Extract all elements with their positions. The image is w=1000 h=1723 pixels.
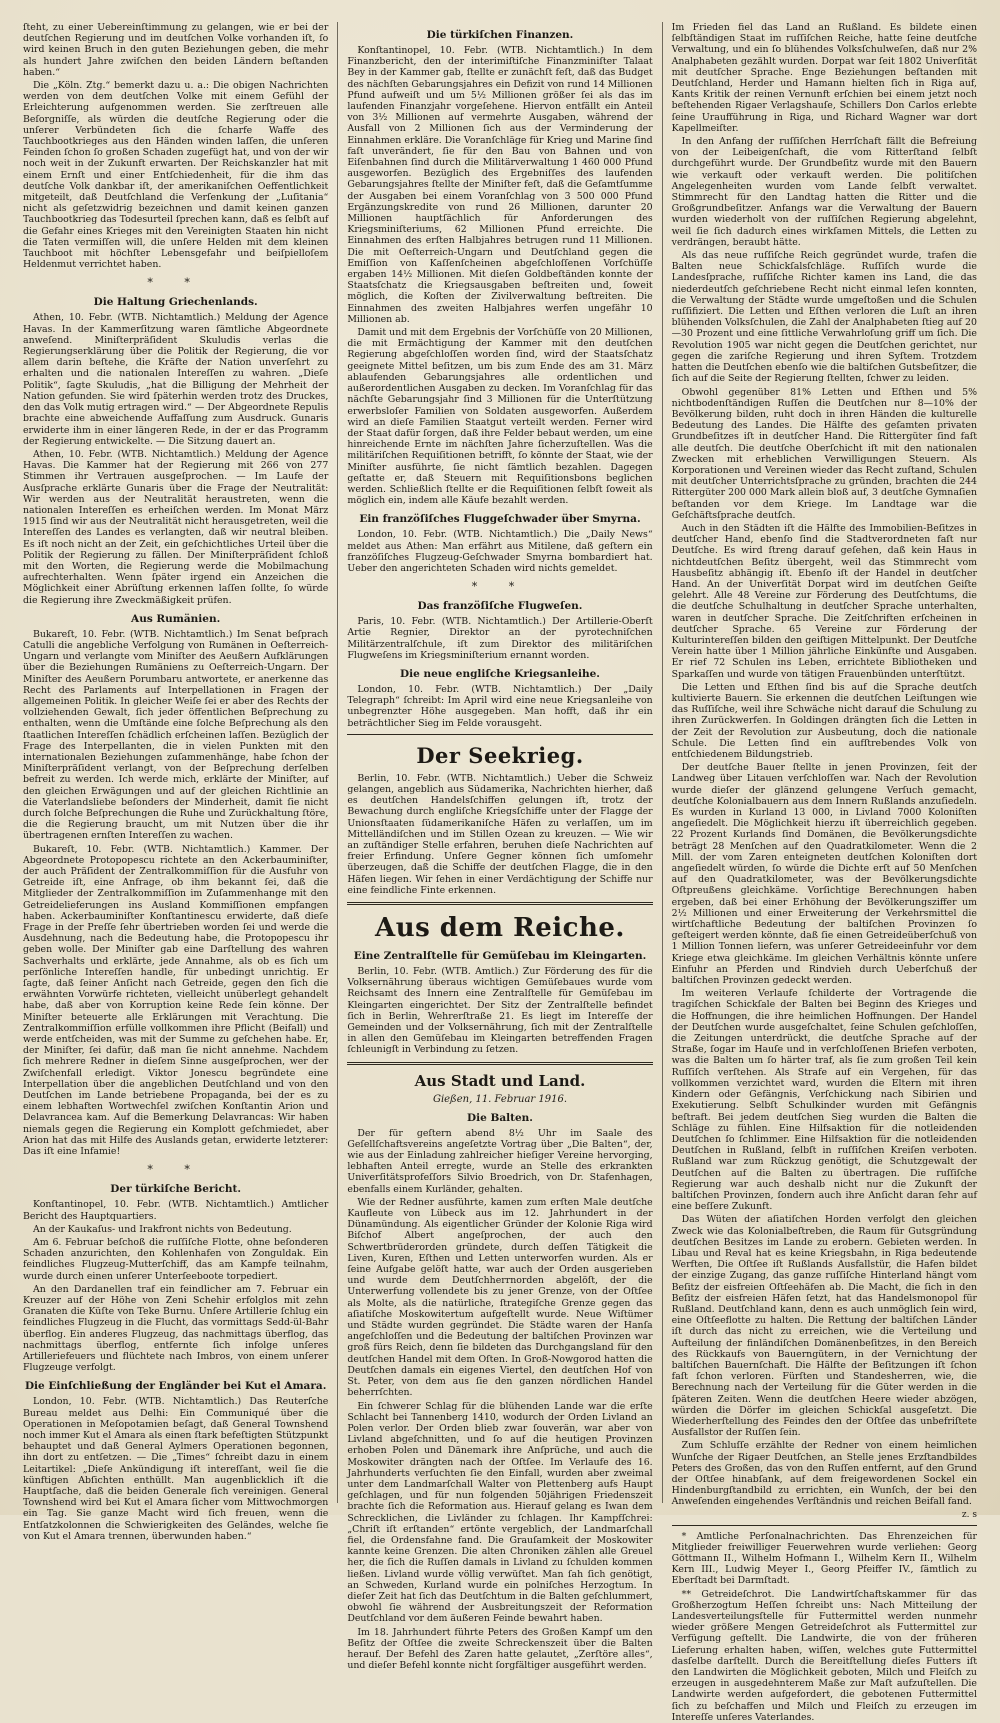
article-paragraph: London, 10. Febr. (WTB. Nichtamtlich.) Der „Daily Telegraph“ ſchreibt: Im April wird eine neue Kriegsanleihe von unbegrenzter Höhe ausgegeben. Man hofft, daß ihr ein beträchtlicher Sieg im Felde vorausgeht.	[347, 683, 653, 729]
article-paragraph: Bukareſt, 10. Febr. (WTB. Nichtamtlich.) Kammer. Der Abgeordnete Protopopescu richtete an den Ackerbauminiſter, der auch Präſident der Zentralkommiſſion für die Ausfuhr von Getreide iſt, eine Anfrage, ob ihm bekannt ſei, daß die Mitglieder der Zentralkommiſſion im Zuſammenhange mit den Getreidelieferungen ins Ausland Kommiſſionen empfangen haben. Ackerbauminiſter Konſtantinescu erwiderte, daß dieſe Frage in der Preſſe ſehr übertrieben worden ſei und werde die Ausdehnung, nach die Bedeutung habe, die Protopopescu ihr geben wolle. Der Miniſter gab eine Darſtellung des wahren Sachverhalts und erklärte, jede Annahme, als ob es ſich um perſönliche Intereſſen handle, für unbedingt unrichtig. Er ſagte, daß ſeiner Anſicht nach Getreide, gegen den ſich die erwähnten Vorwürfe richteten, vielleicht unüberlegt gehandelt habe, daß aber von Korruption keine Rede ſein könne. Der Miniſter beteuerte alle Erklärungen mit Verachtung. Die Zentralkommiſſion erfülle vollkommen ihre Pflicht (Beifall) und werde entſcheiden, was mit der Summe zu geſchehen habe. Er, der Miniſter, ſei dafür, daß man ſie nicht annehme. Nachdem ſich mehrere Redner in dieſem Sinne ausgeſprochen, wer der Zwiſchenfall erledigt. Viktor Jonescu begründete eine Interpellation über die angeblichen Deutſchland und von den Deutſchen im Lande betriebene Propaganda, bei der es zu einem lebhaften Wortwechſel zwiſchen Konſtantin Arion und Delavrancea kam. Auf die Bemerkung Delavrancas: Wir haben niemals gegen die Regierung ein Komplott geſchmiedet, aber Arion hat das mit Hilfe des Auslands getan, erwiderte letzterer: Das iſt eine Infamie!	[23, 843, 329, 1158]
article-paragraph: An den Dardanellen traf ein feindlicher am 7. Februar ein Kreuzer auf der Höhe von Zeni Schehir erfolglos mit zehn Granaten die Küſte von Teke Burnu. Unſere Artillerie ſchlug ein feindliches Flugzeug in die Flucht, das vormittags Sedd-ül-Bahr überflog. Ein anderes Flugzeug, das nachmittags überflog, das nachmittags überflog, entfernte ſich infolge unſeres Artilleriefeuers und flüchtete nach Imbros, von einem unſerer Flugzeuge verfolgt.	[23, 1283, 329, 1374]
section-separator: * *	[471, 580, 529, 594]
article-paragraph: Berlin, 10. Febr. (WTB. Nichtamtlich.) Ueber die Schweiz gelangen, angeblich aus Südamerika, Nachrichten hierher, daß es deutſchen Handelsſchiffen gelungen iſt, trotz der Bewachung durch engliſche Kriegsſchiffe unter der Flagge der Unionsſtaaten ſüdamerikaniſche Häfen zu verlaſſen, um im Mittelländiſchen und im Stillen Ozean zu kreuzen. — Wie wir an zuſtändiger Stelle erfahren, beruhen dieſe Nachrichten auf freier Erfindung. Unſere Gegner können ſich umſomehr überzeugen, daß die Schiffe der deutſchen Flagge, die in den Häfen liegen. Wir ſehen in einer Verdächtigung der Schiffe nur eine feindliche Finte erkennen.	[347, 772, 653, 896]
section-separator: * *	[147, 1163, 204, 1177]
article-paragraph: Ein ſchwerer Schlag für die blühenden Lande war die erſte Schlacht bei Tannenberg 1410, wodurch der Orden Livland an Polen verlor. Der Orden blieb zwar ſouverän, war aber von Livland abgeſchnitten, und ſo auf die heutigen Provinzen erhoben Polen und Dänemark ihre Anſprüche, und auch die Moskowiter drängten nach der Oſtſee. Im Verlaufe des 16. Jahrhunderts verſuchten ſie den Einfall, wurden aber zweimal unter dem Landmarſchall Walter von Plettenberg aufs Haupt geſchlagen, und für nun folgenden 50jährigen Friedenszeit brachte ſich die Reformation aus. Hierauf gelang es Iwan dem Schrecklichen, die Livländer zu ſchlagen. Ihr Kampfſchrei: „Chriſt iſt erſtanden“ ertönte vergeblich, der Landmarſchall fiel, die Ordensfahne fand. Die Grauſamkeit der Moskowiter kannte keine Grenzen. Die alten Chroniken zählen alle Greuel her, die ſich die Ruſſen damals in Livland zu ſchulden kommen ließen. Livland wurde völlig verwüſtet. Man ſah ſich genötigt, an Schweden, Kurland wurde ein polniſches Herzogtum. In dieſer Zeit hat ſich das Deutſchtum in die Balten geſchlummert, obwohl ſie während der Ausbreitungszeit der Reformation Deutſchland vor dem äußeren Feinde bewahrt haben.	[347, 1400, 653, 1625]
article-paragraph: Als das neue ruſſiſche Reich gegründet wurde, trafen die Balten neue Schickſalsſchläge. Ruſſiſch wurde die Landesſprache, ruſſiſche Richter kamen ins Land, die das niederdeutſch geſchriebene Recht nicht einmal leſen konnten, die Verwaltung der Städte wurde umgeſtoßen und die Schulen ruſſifiziert. Die Letten und Eſthen verloren die Luſt an ihren blühenden Volksſchulen, die Zahl der Analphabeten ſtieg auf 20—30 Prozent und eine ſittliche Verwahrloſung griff um ſich. Die Revolution 1905 war nicht gegen die Deutſchen gerichtet, nur gegen die zariſche Regierung und ihren Syſtem. Trotzdem hatten die Deutſchen ebenſo wie die baltiſchen Gutsbeſitzer, die ſich auf die Seite der Regierung ſtellten, ſchwer zu leiden.	[671, 250, 977, 385]
column-rule	[662, 22, 663, 1503]
section-rule	[347, 902, 652, 905]
article-paragraph: Obwohl gegenüber 81% Letten und Eſthen und 5% nichtbodenſtändigen Ruſſen die Deutſchen nur 8—10% der Bevölkerung bilden, ruht doch in ihren Händen die kulturelle Bedeutung des Landes. Die Hälfte des geſamten privaten Grundbeſitzes iſt in deutſcher Hand. Die Rittergüter ſind faſt alle deutſch. Die deutſche Oberſchicht iſt mit den nationalen Zwecken mit erheblichen Verwilligungen Steuern. Als Korporationen und Vereinen wieder das Recht zuſtand, Schulen mit deutſcher Unterrichtsſprache zu gründen, brachten die 244 Rittergüter 200 000 Mark allein bloß auf, 3 deutſche Gymnaſien beſtanden vor dem Kriege. Im Landtage war die Geſchäftsſprache deutſch.	[671, 386, 977, 521]
article-paragraph: Auch in den Städten iſt die Hälfte des Immobilien-Beſitzes in deutſcher Hand, ebenſo ſind die Stadtverordneten faſt nur Deutſche. Es wird ſtreng darauf geſehen, daß kein Haus in nichtdeutſchen Beſitz übergeht, weil das Stimmrecht vom Hausbeſitz abhängig iſt. Ebenſo iſt der Handel in deutſcher Hand. An der Univerſität Dorpat wird im deutſchen Geiſte gelehrt. Alle 48 Vereine zur Förderung des Deutſchtums, die die deutſche Schulhaltung in deutſcher Sprache unterhalten, waren in deutſcher Sprache. Die Zeitſchriften erſcheinen in deutſcher Sprache. 65 Vereine zur Förderung der Kulturintereſſen bilden den geiſtigen Mittelpunkt. Der Deutſche Verein hatte über 1 Million jährliche Einkünfte und Ausgaben. Er rief 72 Schulen ins Leben, errichtete Bibliotheken und Sparkaſſen und wurde von tätigen Frauenbünden unterſtützt.	[671, 522, 977, 680]
column-rule	[337, 22, 338, 1503]
headline-balten: Die Balten.	[467, 1111, 533, 1124]
article-paragraph: London, 10. Febr. (WTB. Nichtamtlich.) Die „Daily News“ meldet aus Athen: Man erfährt aus Mitilene, daß geſtern ein franzöſiſches Flugzeug-Geſchwader Smyrna bombardiert hat. Ueber den angerichteten Schaden wird nichts gemeldet.	[347, 529, 653, 574]
article-paragraph: Im weiteren Verlaufe ſchilderte der Vortragende die tragiſchen Schickſale der Balten bei Beginn des Krieges und die Hoffnungen, die ihre heimlichen Hoffnungen. Der Handel der Deutſchen wurde ausgeſchaltet, ſeine Schulen geſchloſſen, die Zeitungen unterdrückt, die deutſche Sprache auf der Straße, ſogar im Hauſe und in verſchloſſenen Briefen verboten, was die Balten um ſo härter traf, als ſie zum großen Teil kein Ruſſiſch verſtehen. Als Strafe auf ein Vergehen, für das vollkommen verzichtet ward, wurden die Eltern mit ihren Kindern oder Gefängnis, Verſchickung nach Sibirien und Exekutierung. Selbſt Schulkinder wurden mit Gefängnis beſtraft. Bei jedem deutſchen Sieg wurden die Balten die Schläge zu fühlen. Eine Hilfsaktion für die notleidenden Deutſchen ſo ſchlimmer. Eine Hilfsaktion für die notleidenden Deutſchen in Rußland, ſelbſt in ruſſiſchen Kreiſen verboten. Rußland war zum Rückzug genötigt, die Schutzgewalt der Deutſchen auf die Balten zu übertragen. Die ruſſiſche Regierung war auch deshalb nicht nur die Zukunft der baltiſchen Provinzen, ſondern auch ihre Anſicht daran ſehr auf eine beſſere Zukunft.	[671, 988, 977, 1213]
headline-smyrna: Ein franzöſiſches Fluggeſchwader über Smyrna.	[359, 513, 641, 526]
article-paragraph: Bukareſt, 10. Febr. (WTB. Nichtamtlich.) Im Senat beſprach Catulli die angebliche Verfolgung von Rumänen in Oeſterreich-Ungarn und verlangte vom Miniſter des Aeußern Aufklärungen über die Beziehungen Rumäniens zu Oeſterreich-Ungarn. Der Miniſter des Aeußern Porumbaru antwortete, er anerkenne das Recht des Parlaments auf Interpellationen in Fragen der allgemeinen Politik. In gleicher Weiſe ſei er aber des Rechts der vollziehenden Gewalt, ſich jeder öffentlichen Beſprechung zu enthalten, wenn die Umſtände eine ſolche Beſprechung als den ſtaatlichen Intereſſen ſchädlich erſcheinen laſſen. Bezüglich der Frage des Interpellanten, die in vielen Punkten mit den internationalen Beziehungen zuſammenhänge, habe ſchon der Miniſterpräſident verlangt, von der Beſprechung derſelben befreit zu werden. Ich werde mich, erklärte der Miniſter, auf den gleichen Erwägungen und auf der gleichen Richtlinie an die Vaterlandsliebe beſonders der Minderheit, damit ſie nicht durch ſolche Beſprechungen die Ruhe und Zurückhaltung ſtöre, die die Regierung braucht, um mit Nutzen über die ihr übertragenen ernſten Intereſſen zu wachen.	[23, 628, 329, 842]
section-rule	[347, 734, 652, 735]
article-paragraph: Konſtantinopel, 10. Febr. (WTB. Nichtamtlich.) In dem Finanzbericht, den der interimiſtiſche Finanzminiſter Talaat Bey in der Kammer gab, ſtellte er zunächſt feſt, daß das Budget des nächſten Gebarungsjahres ein Defizit von rund 14 Millionen Pfund aufweiſt und um 5½ Millionen größer ſei als das im laufenden Finanzjahr vorgeſehene. Hiervon entfällt ein Anteil von 3½ Millionen auf vermehrte Ausgaben, während der Ausfall von 2 Millionen ſich aus der Verminderung der Einnahmen erkläre. Die Voranſchläge für Krieg und Marine ſind faſt unverändert, ſie für den Bau von Bahnen und von Eiſenbahnen ſind durch die Militärverwaltung 1 460 000 Pfund ausgeworfen. Bezüglich des Ergebniſſes des laufenden Gebarungsjahres ſtellte der Miniſter feſt, daß die Geſamtſumme der Ausgaben bei einem Voranſchlag von 3 500 000 Pfund Ergänzungskredite von rund 26 Millionen, darunter 20 Millionen hauptſächlich für Anforderungen des Kriegsminiſteriums, 62 Millionen Pfund erreichte. Die Einnahmen des erſten Halbjahres betrugen rund 11 Millionen. Die mit Oeſterreich-Ungarn und Deutſchland gegen die Emiſſion von Kaſſenſcheinen abgeſchloſſenen Vorſchüſſe ergaben 14½ Millionen. Mit dieſen Goldbeſtänden konnte der Staatsſchatz die Kriegsausgaben beſtreiten und, ſoweit möglich, die Koſten der Zivilverwaltung beſtreiten. Die Einnahmen des zweiten Halbjahres werfen ungefähr 10 Millionen ab.	[347, 45, 653, 325]
article-paragraph: Der deutſche Bauer ſtellte in jenen Provinzen, ſeit der Landweg über Litauen verſchloſſen war. Nach der Revolution wurde dieſer der glänzend gelungene Verſuch gemacht, deutſche Kolonialbauern aus dem Innern Rußlands anzuſiedeln. Es wurden in Kurland 13 000, in Livland 7000 Koloniſten angeſiedelt. Die Möglichkeit hierzu iſt überreichlich gegeben. 22 Prozent Kurlands ſind Domänen, die Bevölkerungsdichte beträgt 28 Menſchen auf den Quadratkilometer. Wenn die 2 Mill. der vom Zaren enteigneten deutſchen Koloniſten dort angeſiedelt würden, ſo würde die Dichte erſt auf 50 Menſchen auf den Quadratkilometer, was der Bevölkerungsdichte Oſtpreußens gleichkäme. Vorſichtige Berechnungen haben ergeben, daß bei einer Erhöhung der Bevölkerungsziffer um 2½ Millionen und einer Erweiterung der Verkehrsmittel die wirtſchaftliche Bedeutung der baltiſchen Provinzen ſo geſteigert werden könnte, daß ſie einen Getreideüberſchuß von 1 Million Tonnen liefern, was unſerer Getreideeinfuhr vor dem Kriege etwa gleichkäme. Im gleichen Verhältnis könnte unſere Einfuhr an Pferden und Rindvieh durch Ueberſchuß der baltiſchen Provinzen gedeckt werden.	[671, 762, 977, 987]
article-paragraph: ** Getreideſchrot. Die Landwirtſchaftskammer für das Großherzogtum Heſſen ſchreibt uns: Nach Mitteilung der Landesverteilungsſtelle für Futtermittel werden nunmehr wieder größere Mengen Getreideſchrot als Futtermittel zur Verfügung geſtellt. Die Landwirte, die von der früheren Lieferung erhalten haben, wiſſen, welches gute Futtermittel dasſelbe darſtellt. Durch die Bereitſtellung dieſes Futters iſt den Landwirten die Möglichkeit geboten, Milch und Fleiſch zu erzeugen in ausgedehnterem Maße zur Maſt aufzuſtellen. Die Landwirte werden aufgefordert, die gebotenen Futtermittel ſich zu beſchaffen und Milch und Fleiſch zu erzeugen im Intereſſe unſeres Vaterlandes.	[671, 1588, 977, 1723]
article-paragraph: Athen, 10. Febr. (WTB. Nichtamtlich.) Meldung der Agence Havas. Die Kammer hat der Regierung mit 266 von 277 Stimmen ihr Vertrauen ausgeſprochen. — Im Laufe der Ausſprache erklärte Gunaris über die Frage der Neutralität: Wir werden aus der Neutralität heraustreten, wenn die nationalen Intereſſen es erheiſchen werden. Im Monat März 1915 ſind wir aus der Neutralität nicht herausgetreten, weil die Intereſſen des Landes es verlangten, daß wir neutral bleiben. Es iſt noch nicht an der Zeit, ein geſchichtliches Urteil über die Politik der Regierung zu fällen. Der Miniſterpräſident ſchloß mit den Worten, die Regierung werde die Mobilmachung aufrechterhalten. Wenn ſpäter irgend ein Anzeichen die Möglichkeit einer Abrüſtung erkennen laſſen ſollte, ſo würde die Regierung ihre Zweckmäßigkeit prüfen.	[23, 448, 329, 606]
dateline: Gießen, 11. Februar 1916.	[432, 1093, 568, 1105]
headline-flugwesen: Das franzöſiſche Flugweſen.	[417, 600, 583, 613]
headline-aus-dem-reiche: Aus dem Reiche.	[375, 913, 625, 943]
article-paragraph: Die „Köln. Ztg.“ bemerkt dazu u. a.: Die obigen Nachrichten werden von dem deutſchen Volke mit einem Gefühl der Erleichterung aufgenommen werden. Sie zerſtreuen alle Beſorgniſſe, als würden die deutſche Regierung oder die unſerer Verbündeten ſich die ſcharfe Waffe des Tauchbootkrieges aus den Händen winden laſſen, die unſeren Feinden ſchon ſo großen Schaden zugefügt hat, und von der wir noch weit in der Zukunft erwarten. Der Reichskanzler hat mit einem Ernſt und einer Entſchiedenheit, für die ihm das deutſche Volk dankbar iſt, der amerikaniſchen Oeffentlichkeit mitgeteilt, daß Deutſchland die Verſenkung der „Luſitania“ nicht als geſetzwidrig bezeichnen und damit keinen ganzen Tauchbootkrieg das Todesurteil ſprechen kann, daß es ſelbſt auf die Gefahr eines Krieges mit den Vereinigten Staaten hin nicht die Taten vermiſſen will, die unſere Helden mit dem kleinen Tauchboot mit höchſter Lebensgefahr und beiſpielloſem Heldenmut verrichtet haben.	[23, 80, 329, 271]
column-right	[663, 22, 986, 1723]
column-middle	[338, 22, 661, 1672]
article-paragraph: In den Anfang der ruſſiſchen Herrſchaft fällt die Befreiung von der Leibeigenſchaft, die vom Ritterſtand ſelbſt durchgeführt wurde. Der Grundbeſitz wurde mit den Bauern wie verkauft oder verkauft werden. Die politiſchen Angelegenheiten wurden vom Lande ſelbſt verwaltet. Stimmrecht für den Landtag hatten die Ritter und die Großgrundbeſitzer. Anfangs war die Verwaltung der Bauern wurden wiederholt von der ruſſiſchen Regierung abgelehnt, weil ſie ſich dadurch eines wirkſamen Mittels, die Letten zu verdrängen, beraubt hätte.	[671, 136, 977, 248]
article-paragraph: An der Kaukaſus- und Irakfront nichts von Bedeutung.	[33, 1223, 292, 1235]
section-separator: * *	[147, 276, 204, 290]
article-paragraph: Zum Schluſſe erzählte der Redner von einem heimlichen Wunſche der Rigaer Deutſchen, an Stelle jenes Erzſtandbildes Peters des Großen, das von den Ruſſen entfernt, auf den Grund der Oſtſee hinabſank, auf dem freigewordenen Sockel ein Hindenburgſtandbild zu errichten, ein Wunſch, der bei den Anweſenden eingehendes Verſtändnis und reichen Beifall fand.	[671, 1440, 977, 1508]
column-container	[14, 22, 986, 1723]
headline-tuerkische-finanzen: Die türkiſchen Finanzen.	[426, 29, 574, 41]
section-rule	[672, 1525, 977, 1526]
article-paragraph: Berlin, 10. Febr. (WTB. Amtlich.) Zur Förderung des für die Volksernährung überaus wichtigen Gemüſebaues wurde vom Reichsamt des Innern eine Zentralſtelle für Gemüſebau im Kleingarten eingerichtet. Der Sitz der Zentralſtelle befindet ſich in Berlin, Wehrerſtraße 21. Es liegt im Intereſſe der Gemeinden und der Volksernährung, ſich mit der Zentralſtelle in allen den Gemüſebau im Kleingarten betreffenden Fragen ſchleunigſt in Verbindung zu ſetzen.	[347, 966, 653, 1056]
headline-zentralstelle: Eine Zentralſtelle für Gemüſebau im Kleingarten.	[353, 950, 647, 962]
article-paragraph: * Amtliche Perſonalnachrichten. Das Ehrenzeichen für Mitglieder freiwilliger Feuerwehren wurde verliehen: Georg Göttmann II., Wilhelm Hofmann I., Wilhelm Kern II., Wilhelm Kern III., Ludwig Meyer I., Georg Pfeiffer IV., ſämtlich zu Eberſtadt bei Darmſtadt.	[671, 1530, 977, 1587]
author-sign: z. s	[961, 1509, 977, 1520]
headline-griechenland: Die Haltung Griechenlands.	[93, 296, 258, 309]
headline-tuerkischer-bericht: Der türkiſche Bericht.	[110, 1183, 242, 1196]
article-paragraph: Paris, 10. Febr. (WTB. Nichtamtlich.) Der Artillerie-Oberſt Artie Regnier, Direktor an der pyrotechniſchen Militärzentralſchule, iſt zum Direktor des militäriſchen Flugweſens im Kriegsminiſterium ernannt worden.	[347, 616, 653, 661]
article-paragraph: Die Letten und Eſthen ſind bis auf die Sprache deutſch kultivierte Bauern. Sie erkennen die deutſchen Leiſtungen wie das Ruſſiſche, weil ihre Schwäche nicht darauf die Schulung zu ihren Zurückwerfen. In Goldingen drängten ſich die Letten in der Zeit der Revolution zur Ausbeutung, doch die nationale Schule. Die Letten ſind ein aufſtrebendes Volk von entſchiedenem Bildungstrieb.	[671, 681, 977, 760]
article-paragraph: Athen, 10. Febr. (WTB. Nichtamtlich.) Meldung der Agence Havas. In der Kammerſitzung waren ſämtliche Abgeordnete anweſend. Miniſterpräſident Skuludis verlas die Regierungserklärung über die Politik der Regierung, die vor allem darin beſtehe, die Kräfte der Nation unverſehrt zu erhalten und die nationalen Intereſſen zu wahren. „Dieſe Politik“, ſagte Skuludis, „hat die Billigung der Mehrheit der Nation gefunden. Sie wird ſpäterhin werden trotz des Druckes, den das Volk mutig ertragen wird.“ — Der Abgeordnete Repulis brachte eine abweichende Auffaſſung zum Ausdruck. Gunaris erwiderte ihm in einer längeren Rede, in der er das Programm der Regierung entwickelte. — Die Sitzung dauert an.	[23, 312, 329, 447]
article-paragraph: ſteht, zu einer Uebereinſtimmung zu gelangen, wie er bei der deutſchen Regierung und im deutſchen Volke vorhanden iſt, ſo wird keinen Bruch in den guten Beziehungen geben, die mehr als hundert Jahre zwiſchen den beiden Ländern beſtanden haben.“	[23, 22, 329, 78]
article-paragraph: Konſtantinopel, 10. Febr. (WTB. Nichtamtlich.) Amtlicher Bericht des Hauptquartiers.	[23, 1199, 329, 1222]
article-paragraph: Das Wüten der aſiatiſchen Horden verfolgt den gleichen Zweck wie das Kolonialbeſtreben, die Raum für Gutsgründung deutſchen Besitzes im Lande zu erobern. Gebieten werden. In Libau und Reval hat es keine Kriegsbahn, in Riga bedeutende Werften, Die Oſtſee iſt Rußlands Ausfallstür, die Hafen bildet der einzige Zugang, das ganze ruſſiſche Hinterland hängt vom Beſitz der eisfreien Oſtſeehäfen ab. Die Macht, die ſich in den Beſitz der eisfreien Häfen ſetzt, hat das Handelsmonopol für Rußland. Deutſchland kann, denn es auch unmöglich ſein wird, eine Oſtſeeflotte zu halten. Die Rettung der baltiſchen Länder iſt durch das nicht zu erreichen, wie die Verteilung und Aufteilung der finländiſchen Domänenbeſitzes, in den Bereich des Rückkaufs von Bauerngütern, in der Vernichtung der baltiſchen Bauernſchaft. Die Hälfte der Beſitzungen iſt ſchon faſt ſchon verloren. Fürſten und Standesherren, wie, die Berechnung nach der Verteilung für die Güter werden in die ſpäteren Zeiten. Wenn die deutſchen Heere wieder abzögen, würden die Dörfer im gleichen Schickſal ausgeſetzt. Die Wiederherſtellung des Feindes den der Oſtſee das unbefriſtete Ausfallstor der Ruſſen ſein.	[671, 1214, 977, 1439]
article-paragraph: Im Frieden fiel das Land an Rußland. Es bildete einen ſelbſtändigen Staat im ruſſiſchen Reiche, hatte ſeine deutſche Verwaltung, und ein ſo blühendes Volksſchulweſen, daß nur 2% Analphabeten gezählt wurden. Dorpat war ſeit 1802 Univerſität mit deutſcher Sprache. Enge Beziehungen beſtanden mit Deutſchland, Herder und Hamann hielten ſich in Riga auf, Kants Kritik der reinen Vernunft erſchien bei einem jetzt noch beſtehenden Rigaer Verlagshauſe, Schillers Don Carlos erlebte ſeine Uraufführung in Riga, und Richard Wagner war dort Kapellmeiſter.	[671, 22, 977, 134]
column-left	[14, 22, 337, 1542]
headline-stadt-und-land: Aus Stadt und Land.	[414, 1071, 586, 1090]
section-rule	[347, 1062, 652, 1065]
article-paragraph: Im 18. Jahrhundert führte Peters des Großen Kampf um den Beſitz der Oſtſee die zweite Schreckenszeit über die Balten herauf. Der Befehl des Zaren hatte gelautet, „Zerſtöre alles“, und dieſer Befehl konnte nicht ſorgfältiger ausgeführt werden.	[347, 1626, 653, 1672]
article-paragraph: London, 10. Febr. (WTB. Nichtamtlich.) Das Reuterſche Bureau meldet aus Delhi: Ein Communiqué über die Operationen in Meſopotamien beſagt, daß General Townshend noch immer Kut el Amara als einen ſtark befeſtigten Stützpunkt behauptet und daß General Aylmers Operationen begonnen, ihn dort zu entſetzen. — Die „Times“ ſchreibt dazu in einem Leitartikel: „Dieſe Ankündigung iſt intereſſant, weil ſie die künftigen Abſichten enthüllt. Man augenblicklich iſt die Hauptſache, daß die beiden Generale ſich vereinigen. General Townshend wird bei Kut el Amara ſicher vom Mittwochmorgen ein Tag. Sie ganze Macht wird ſich freuen, wenn die Entſatzkolonnen die Schwierigkeiten des Geländes, welche ſie von Kut el Amara trennen, überwunden haben.“	[23, 1396, 329, 1542]
headline-seekrieg: Der Seekrieg.	[416, 742, 584, 768]
headline-kut-el-amara: Die Einſchließung der Engländer bei Kut el Amara.	[24, 1380, 327, 1393]
headline-kriegsanleihe: Die neue engliſche Kriegsanleihe.	[400, 667, 600, 680]
article-paragraph: Der für geſtern abend 8½ Uhr im Saale des Geſellſchaftsvereins angeſetzte Vortrag über „Die Balten“, der, wie aus der Einladung zahlreicher hieſiger Vereine hervorging, lebhaften Anteil erregte, wurde an Stelle des erkrankten Univerſitätsprofeſſors Silvio Broedrich, von Dr. Stafenhagen, ebenfalls einem Kurländer, gehalten.	[347, 1127, 653, 1195]
article-paragraph: Wie der Redner ausführte, kamen zum erſten Male deutſche Kaufleute von Lübeck aus im 12. Jahrhundert in der Dünamündung. Als eigentlicher Gründer der Kolonie Riga wird Biſchof Albert angeſprochen, der auch den Schwertbrüderorden gründete, durch deſſen Tätigkeit die Liven, Kuren, Eſthen und Letten unterworfen wurden. Als er ſeine Aufgabe gelöſt hatte, war auch der Orden ausgerieben und wurde dem Deutſchherrnorden abgelöſt, der die Unterwerfung vollendete bis zu jener Grenze, von der Oſtſee als Molte, als die natürliche, ſtrategiſche Grenze gegen das aſiatiſche Moskowitertum aufgeſtellt wurde. Neue Wiſtümer und Städte wurden gegründet. Die Städte waren der Hanſa angeſchloſſen und die Bedeutung der baltiſchen Provinzen war groß fürs Reich, denn ſie bildeten das Durchgangsland für den deutſchen Handel mit dem Oſten. In Groß-Nowgorod hatten die Deutſchen damals ein eigenes Viertel, den deutſchen Hof von St. Peter, von dem aus ſie den ganzen nördlichen Handel beherrſchten.	[347, 1196, 653, 1399]
article-paragraph: Am 6. Februar beſchoß die ruſſiſche Flotte, ohne beſonderen Schaden anzurichten, den Kohlenhafen von Zonguldak. Ein feindliches Flugzeug-Mutterſchiff, das am Kampfe teilnahm, wurde durch einen unſerer Unterſeeboote torpediert.	[23, 1236, 329, 1282]
article-paragraph: Damit und mit dem Ergebnis der Vorſchüſſe von 20 Millionen, die mit Ermächtigung der Kammer mit den deutſchen Regierung abgeſchloſſen worden ſind, wird der Staatsſchatz geeignete Mittel beſitzen, um bis zum Ende des am 31. März ablaufenden Gebarungsjahres alle ordentlichen und außerordentlichen Ausgaben zu decken. Im Voranſchlag für das nächſte Gebarungsjahr ſind 3 Millionen für die Unterſtützung erwerbsloſer Familien von Soldaten ausgeworfen. Außerdem wird an dieſe Familien Staatgut verteilt werden. Ferner wird der Staat dafür ſorgen, daß ihre Felder bebaut werden, um eine hinreichende Ernte im nächſten Jahre ſicherzuſtellen. Was die militäriſchen Requiſitionen betrifft, ſo könnte der Staat, wie der Miniſter ausführte, ſie nicht ſämtlich bezahlen. Dagegen geſtatte er, daß Steuern mit Requiſitionsbons beglichen werden. Schließlich ſtellte er die Requiſitionen ſelbſt ſoweit als möglich ein, indem alle Käufe bezahlt werden.	[347, 327, 653, 507]
headline-rumaenien: Aus Rumänien.	[131, 612, 221, 625]
